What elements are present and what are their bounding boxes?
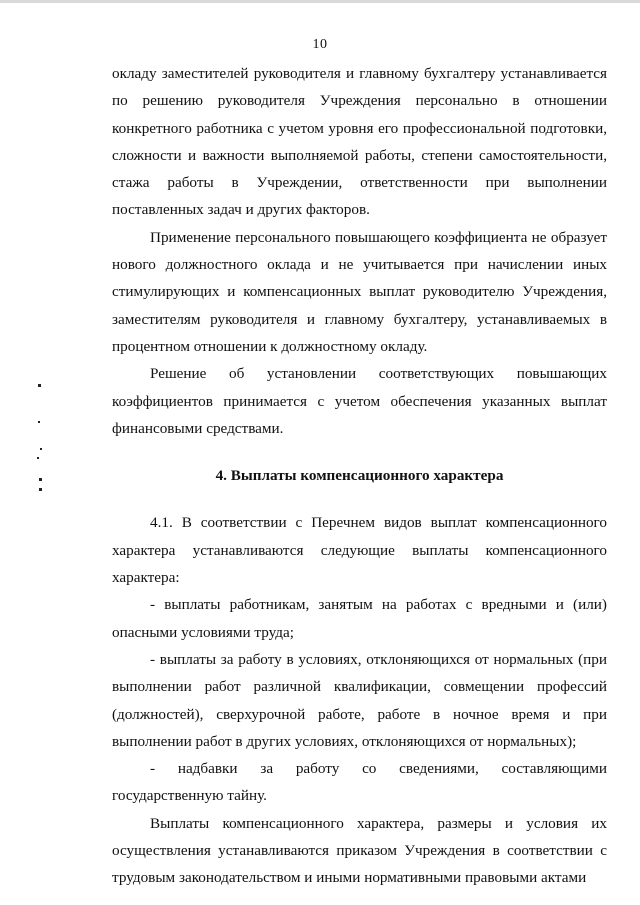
paragraph-personal-coefficient: Применение персонального повышающего коэффициента не образует нового должностного оклада и не учитывается при начислении иных стимулирующих и компенсационных выплат руководителю Учреждения, заместителям руководителя и главному бухгалтеру, устанавливаемых в процентном отношении к должностному окладу. xyxy=(112,228,607,355)
list-item-state-secret: - надбавки за работу со сведениями, составляющими государственную тайну. xyxy=(112,760,607,805)
paragraph-compensation-list-intro: 4.1. В соответствии с Перечнем видов выплат компенсационного характера устанавливаются следующие выплаты компенсационного характера: xyxy=(112,514,607,587)
scan-dot-mark xyxy=(37,457,39,459)
scan-dot-mark xyxy=(38,421,40,423)
scan-dot-mark xyxy=(39,478,42,481)
section-heading-compensation: 4. Выплаты компенсационного характера xyxy=(215,467,504,485)
list-item-abnormal-conditions: - выплаты за работу в условиях, отклоняющихся от нормальных (при выполнении работ различной квалификации, совмещении профессий (должностей), сверхурочной работе, работе в ночное время и при выполнении работ в других условиях, отклоняющихся от нормальных); xyxy=(112,650,607,750)
page-number: 10 xyxy=(312,37,328,52)
paragraph-compensation-terms: Выплаты компенсационного характера, размеры и условия их осуществления устанавливаются приказом Учреждения в соответствии с трудовым законодательством и иными нормативными правовыми актами xyxy=(112,814,607,887)
scan-dot-mark xyxy=(40,448,42,450)
scan-dot-mark xyxy=(39,488,42,491)
document-body xyxy=(112,60,607,892)
scan-top-edge xyxy=(0,0,640,3)
scan-dot-mark xyxy=(38,384,41,387)
list-item-harmful-conditions: - выплаты работникам, занятым на работах с вредными и (или) опасными условиями труда; xyxy=(112,596,607,641)
paragraph-coefficient-decision: Решение об установлении соответствующих повышающих коэффициентов принимается с учетом обеспечения указанных выплат финансовыми средствами. xyxy=(112,365,607,437)
paragraph-salary-continuation: окладу заместителей руководителя и главному бухгалтеру устанавливается по решению руководителя Учреждения персонально в отношении конкретного работника с учетом уровня его профессиональной подготовки, сложности и важности выполняемой работы, степени самостоятельности, стажа работы в Учреждении, ответственности при выполнении поставленных задач и других факторов. xyxy=(112,65,607,219)
